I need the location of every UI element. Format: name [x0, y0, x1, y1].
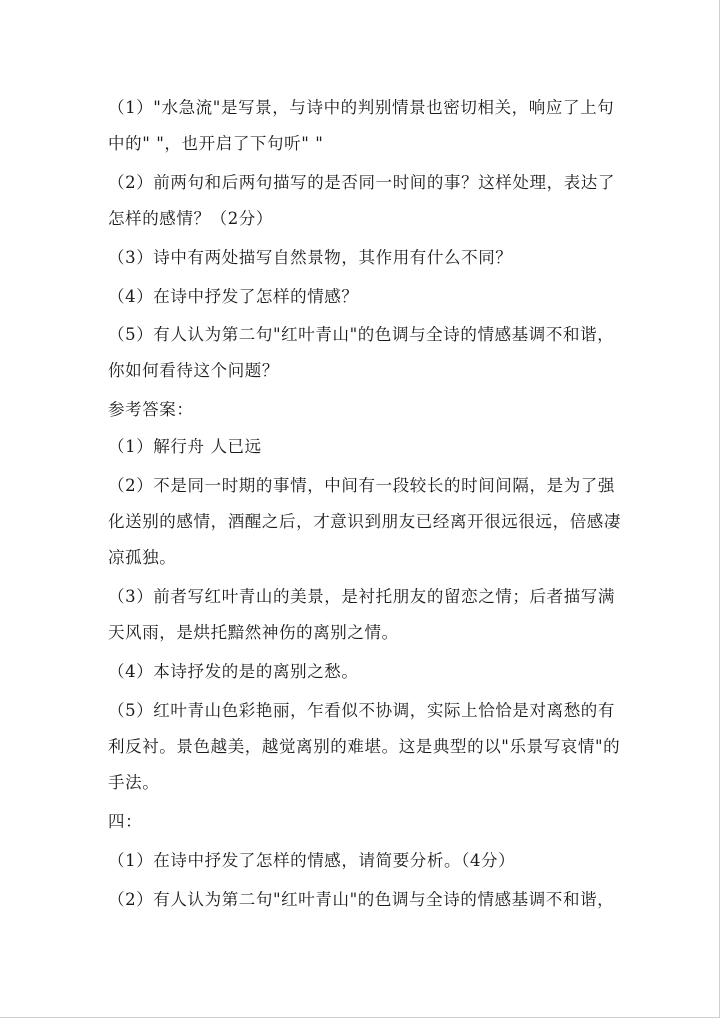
q5-line-1: （5）有人认为第二句"红叶青山"的色调与全诗的情感基调不和谐， — [108, 325, 615, 344]
q3-line: （3）诗中有两处描写自然景物，其作用有什么不同？ — [108, 248, 513, 267]
s4-q1-line: （1）在诗中抒发了怎样的情感，请简要分析。（4分） — [108, 851, 516, 870]
q2-line-1: （2）前两句和后两句描写的是否同一时间的事？这样处理，表达了 — [108, 173, 615, 192]
q1-line-1: （1）"水急流"是写景，与诗中的判别情景也密切相关，响应了上句 — [108, 98, 615, 117]
section-four-heading: 四： — [108, 812, 143, 831]
a4-line: （4）本诗抒发的是的离别之愁。 — [108, 662, 359, 681]
q2-line-2: 怎样的感情？（2分） — [108, 209, 273, 228]
a5-line-3: 手法。 — [108, 773, 160, 792]
q4-line: （4）在诗中抒发了怎样的情感？ — [108, 287, 359, 306]
q5-line-2: 你如何看待这个问题？ — [108, 361, 279, 380]
a2-line-2: 化送别的感情，酒醒之后，才意识到朋友已经离开很远很远，倍感凄 — [108, 512, 621, 531]
a2-line-1: （2）不是同一时期的事情，中间有一段较长的时间间隔，是为了强 — [108, 476, 615, 495]
a5-line-2: 利反衬。景色越美，越觉离别的难堪。这是典型的以"乐景写哀情"的 — [108, 737, 621, 756]
a2-line-3: 凉孤独。 — [108, 548, 177, 567]
answers-heading: 参考答案： — [108, 400, 194, 419]
q1-line-2: 中的" "，也开启了下句听" " — [108, 134, 324, 153]
a5-line-1: （5）红叶青山色彩艳丽，乍看似不协调，实际上恰恰是对离愁的有 — [108, 701, 615, 720]
a3-line-2: 天风雨，是烘托黯然神伤的离别之情。 — [108, 623, 399, 642]
a3-line-1: （3）前者写红叶青山的美景，是衬托朋友的留恋之情；后者描写满 — [108, 587, 615, 606]
a1-line: （1）解行舟 人已远 — [108, 437, 262, 456]
s4-q2-line: （2）有人认为第二句"红叶青山"的色调与全诗的情感基调不和谐， — [108, 890, 615, 909]
